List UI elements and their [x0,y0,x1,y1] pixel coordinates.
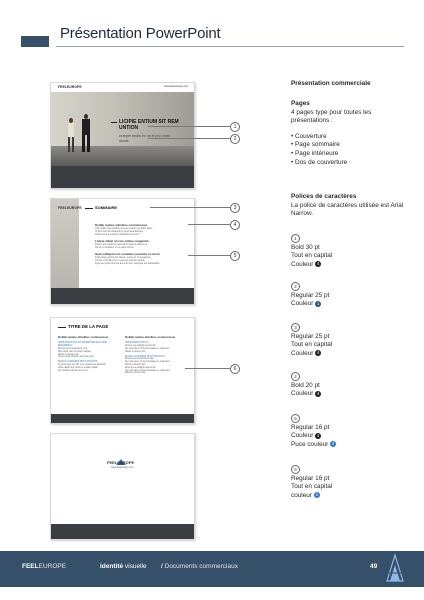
summary-item-line: Quis ute poriat ommod deruntis ium volenque aut quibusdam [95,262,160,265]
spec-color-label: Couleur [291,260,314,268]
slide-logo: FEELEUROPE [58,85,82,89]
footer-brand [22,563,66,570]
summary-item-head: Haut velliquist me volutiam usantum et musd [95,252,160,256]
interior-line: Moles et derum enin [58,353,79,356]
spec-number: 4 [291,372,300,381]
summary-item-line: Ucin sidfem ita egullore eneque poritat net doles sebis [95,227,153,230]
callout-line-1 [148,126,230,127]
spec-line: Bold 20 pt [291,381,320,389]
header-rule [56,46,404,47]
brand-logo-icon [386,553,404,583]
summary-side-photo [51,199,79,288]
footer-visuelle: visuelle [123,563,147,570]
color-badge: 1 [317,300,320,306]
color-badge: 4 [317,390,320,396]
callout-number-3: 3 [230,203,240,213]
spec-3 [291,323,409,358]
spec-color-label: Couleur [291,432,314,440]
page-title: Présentation PowerPoint [60,25,221,42]
spec-4 [291,372,409,399]
interior-col-sub: OMNI REMUS DIC ET [125,342,149,345]
cover-photo [51,92,194,166]
interior-line: Ensum ulet consectetur ulla [125,358,154,361]
slide-logo: FEELEUROPE [58,206,82,210]
spec-line: Regular 25 pt [291,332,330,340]
header-accent-bar [21,36,49,47]
pages-list-item: • Couverture [291,132,327,140]
callout-number-2: 2 [230,134,240,144]
summary-item-line: Ipsae nonet dolorum autentium fuga ut eatque ex [95,243,148,246]
interior-bottom-band [51,414,194,423]
summary-list [95,223,187,265]
summary-slide-title: SOMMAIRE [95,205,117,210]
spec-6 [291,465,409,500]
spec-number: 5 [291,414,300,423]
callout-number-4a: 4 [230,220,240,230]
interior-line: Unte ni quia nihil lam am ipsa etum [58,356,94,359]
footer-slash: / [161,563,163,570]
spec-color-label: couleur [291,491,312,499]
section-commercial-title: Présentation commerciale [291,80,371,87]
callout-line-5 [188,255,230,256]
back-cover-bottom-band [51,524,194,539]
footer-section-label [100,563,147,570]
footer-identite: identité [100,563,124,570]
slide-url: www.feeleurope.com [163,85,188,88]
spec-line: Tout en capital [291,341,333,349]
interior-line: dolut estiam ius modis et endam quiant [58,366,98,369]
spec-color-label: Couleur [291,349,314,357]
footer-brand-feel: FEEL [22,563,39,570]
spec-line: Bold 30 pt [291,243,320,251]
spec-number: 6 [291,465,300,474]
back-cover-logo: FEELEUROPE [107,460,135,465]
back-cover-url: www.feeleurope.com [111,466,134,469]
cover-bottom-band [51,166,194,188]
color-badge: 2 [315,492,318,498]
spec-line: Tout en capital [291,252,333,260]
interior-slide-title: TITRE DE LA PAGE [68,324,109,329]
summary-item-head: Licipie elluat sit rem untias cungentia [95,239,149,243]
callout-number-5: 5 [230,251,240,261]
spec-number: 2 [291,282,300,291]
summary-item-line: Virid iit fast iba iusapenti et roreti aperatorupe [95,230,144,233]
spec-5 [291,414,409,449]
callout-line-4a [188,224,230,225]
woman-figure [67,118,75,154]
page-number: 49 [370,563,378,570]
interior-line: Ser nam atem ornis accusapes et magnamu [125,361,171,364]
pages-list-item: • Page sommaire [291,141,340,149]
man-figure [81,114,91,154]
interior-col-sub: FACILIS SI DOMNIS NIHIT OFFICITIS [58,361,98,364]
spec-2 [291,282,409,309]
summary-item-head: Dollab iselare elloribus commerceus [95,223,148,227]
spec-color-label: Couleur [291,300,314,308]
slide-interior-thumbnail [50,317,195,424]
interior-line: Moles et derum dics [125,350,146,353]
spec-color-label: Couleur [291,390,314,398]
color-badge: 4 [317,432,320,438]
footer-section-text: Documents commerciaux [162,563,238,570]
summary-item-line: Fugit atias estinim ilor ilacpeo corest et conecaturtes [95,256,151,259]
color-badge: 4 [317,261,320,267]
interior-line: At elecis que qui effe com nusam que delautas [58,363,106,366]
footer-subsection [161,563,238,570]
spec-bullet-color-label: Puce couleur [291,440,329,448]
spec-1 [291,234,409,269]
interior-col-sub: FACILIS SI DOMNIS NIHIT OFFICITIS [125,355,165,358]
cover-slide-subtitle: coreper endis ex ne et pro omni alonis [119,134,170,143]
fonts-block [291,193,409,219]
back-cover-logo-icon [116,452,126,458]
summary-item-line: Ulli et re reiciatum ut mi eatur iscima [95,246,134,249]
summary-item-3 [95,252,187,265]
summary-item-line: Dollum ferum nostrum quibusitimus rerum [95,233,140,236]
color-badge: 4 [317,350,320,356]
pages-list-item: • Page intérieure [291,149,339,157]
footer-brand-europe: EUROPE [38,563,67,570]
cover-slide-title: LICIPIE ENTIUM SIT REM UNTION [119,119,179,131]
interior-line: Ser nam atem ornis accusapes et magnamu [125,369,171,372]
interior-col-head: Dollab iselare elloribus commerceus [58,335,109,339]
interior-col-head: Dollab iselare elloribus commerceus [125,335,176,339]
interior-line: Ensum que adulpis sed denim [125,366,156,369]
interior-col-2 [125,336,187,375]
callout-line-2 [148,138,230,139]
slide-summary-thumbnail [50,198,195,305]
pages-title: Pages [291,100,310,107]
interior-line: lam sinulla velectur quis et ex [58,369,89,372]
spec-line: Regular 16 pt [291,423,330,431]
color-badge: 2 [331,441,335,447]
spec-line: Regular 16 pt [291,474,330,482]
callout-line-6 [185,368,230,369]
slide-cover-thumbnail [50,82,195,189]
pages-desc: 4 pages type pour toutes les présentations : [291,108,372,125]
interior-col-sub: OMNI REMUS DIC ET INCAMPTEM PALUMUS MAXUMMULT [58,342,108,348]
spec-number: 3 [291,323,300,332]
interior-line: Ser nam atem ornis accusapes et engumen [125,348,170,350]
pages-block [291,100,409,167]
callout-line-3 [150,207,230,208]
fonts-title: Polices de caractères [291,193,357,200]
spec-line: Tout en capital [291,483,333,491]
interior-line: Moles et derum dics [125,372,146,375]
interior-col-1 [58,336,118,372]
interior-line: Ensum que adulpis sed denim [125,345,156,348]
summary-item-line: Lonsent omnitio doi et nonesse quuntur quodis [95,259,145,262]
summary-bottom-band [51,288,194,304]
summary-item-1 [95,223,187,236]
summary-item-2 [95,239,187,249]
spec-number: 1 [291,234,300,243]
callout-number-1: 1 [230,122,240,132]
spec-line: Regular 25 pt [291,291,330,299]
slide-back-cover-thumbnail [50,433,195,540]
interior-line: Nisi eleati volor ut ipsum ullaquo [58,350,91,353]
fonts-desc: La police de caractères utilisée est Arial Narrow. [291,201,404,218]
interior-line: Ensum ulet consectetur et tit [58,348,87,350]
interior-line: Moles et derum dics [125,363,146,366]
callout-number-6: 6 [230,364,240,374]
pages-list-item: • Dos de couverture [291,158,348,166]
